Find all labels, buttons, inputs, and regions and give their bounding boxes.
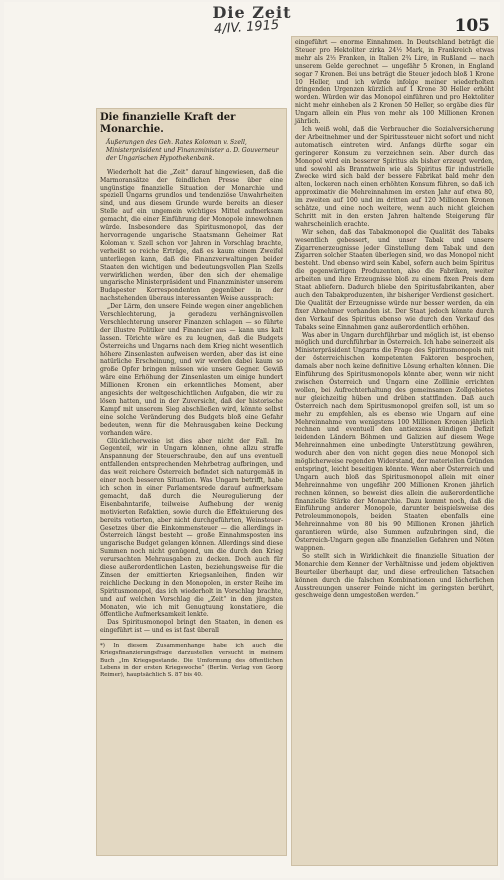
masthead-title: Die Zeit [212,3,292,22]
handwritten-date: 4/IV. 1915 [213,17,280,38]
footnote: *) In diesem Zusammenhange habe ich auch die Kriegsfinanzierungsfrage darzustellen versucht in meinem Buch „Im Kriegsgestande. Die Umformung des öffentlichen Lebens in der ersten Kriegswoche“ (Berlin. Verlag von Georg Reimer), hauptsächlich S. 87 bis 40. [100,639,283,679]
paragraph: Was aber in Ungarn durchführbar und möglich ist, ist ebenso möglich und durchführbar in Österreich. Ich habe seinerzeit als Ministerpräsident Ungarns die Frage des Spiritusmonopols mit der österreichischen kompetenten Faktoren besprochen, damals aber noch keine definitive Lösung erhalten können. Die Einführung des Spiritusmonopols könnte aber, wenn wir nicht zwischen Österreich und Ungarn eine Zolllinie errichten wollen, bei Aufrechterhaltung des gemeinsamen Zollgebietes nur gleichzeitig hüben und drüben stattfinden. Daß auch Österreich nach dem Spiritusmonopol greifen soll, ist um so mehr zu empfehlen, als es ebenso wie Ungarn auf eine Mehreinnahme von wenigstens 100 Millionen Kronen jährlich rechnen und eventuell den antiexzess kündigen Defizit leidenden Ländern Böhmen und Galizien auf diesem Wege Mehreinnahmen eine unbedingte Unterstützung gewähren, wodurch aber den von nicht gegen dies neue Monopol sich möglicherweise regenden Widerstand, der materiellen Gründen entspringt, leicht beseitigen könnte. Wenn aber Österreich und Ungarn auch bloß das Spiritusmonopol allein mit einer Mehreinnahme von ungefähr 200 Millionen Kronen jährlich rechnen können, so beweist dies allein die außerordentliche finanzielle Stärke der Monarchie. Dazu kommt noch, daß die Einführung anderer Monopole, darunter beispielsweise des Petroleummonopols, beiden Staaten ebenfalls eine Mehreinnahme von 80 bis 90 Millionen Kronen jährlich garantieren würde, also Summen aufzubringen sind, die Österreich-Ungarn gegen alle finanziellen Gefahren und Nöten wappnen. [295,331,494,552]
paragraph: So stellt sich in Wirklichkeit die finanzielle Situation der Monarchie dem Kenner der Verhältnisse und jedem objektiven Beurteiler überhaupt dar, und diese erfreulichen Tatsachen können durch die falschen Kombinationen und lächerlichen Ausstreuungen unserer Feinde nicht im geringsten berührt, geschweige denn umgestoßen werden.“ [295,552,494,600]
paragraph: „Der Lärm, den unsere Feinde wegen einer angeblichen Verschlechterung, ja geradezu verhängnisvollen Verschlechterung unserer Finanzen schlagen — so führte der illustre Politiker und Financier aus — kann uns kalt lassen. Törichte wäre es zu leugnen, daß die Budgets Österreichs und Ungarns nach dem Krieg nicht wesentlich höhere Zinsenlasten aufweisen werden, aber das ist eine natürliche Erscheinung, und wir werden dabei kaum so große Opfer bringen müssen wie unsere Gegner. Gewiß wäre eine Erhöhung der Zinsenlasten um einige hundert Millionen Kronen ein erkenntliches Moment, aber angesichts der weltgeschichtlichen Aufgaben, die wir zu lösen hatten, und in der Zuversicht, daß der historische Kampf mit unserem Sieg abschließen wird, könnte selbst eine solche Veränderung des Budgets bloß eine Gefahr bedeuten, wenn für die Mehrausgaben keine Deckung vorhanden wäre. [100,303,283,437]
article-headline: Die finanzielle Kraft der Monarchie. [100,112,236,135]
page-number: 105 [454,16,490,36]
left-column-text [96,166,287,635]
paragraph: Das Spiritusmonopol bringt den Staaten, in denen es eingeführt ist — und es ist fast überall [100,619,283,635]
clipping-right-column [291,36,498,866]
right-column-text [291,36,498,600]
newspaper-sheet [4,2,500,878]
article-subhead: Äußerungen des Geh. Rates Koloman v. Szell, Ministerpräsident und Finanzminister a. D. Gouverneur der Ungarischen Hypothekenbank. [106,139,279,162]
paragraph: eingeführt — enorme Einnahmen. In Deutschland beträgt die Steuer pro Hektoliter zirka 24½ Mark, in Frankreich etwas mehr als 2⅓ Franken, in Italien 2¾ Lire, in Rußland — nach unserem Gelde gerechnet — ungefähr 5 Kronen, in England sogar 7 Kronen. Bei uns beträgt die Steuer jedoch bloß 1 Krone 10 Heller, und ich würde infolge meiner wiederholten dringenden Urgenzen kürzlich auf 1 Krone 30 Heller erhöht worden. Würden wir das Monopol einführen und pro Hektoliter nicht mehr einheben als 2 Kronen 50 Heller, so ergäbe dies für Ungarn allein ein Plus von mehr als 100 Millionen Kronen jährlich. [295,39,494,126]
clipping-left-column [96,108,287,856]
paragraph: Wiederholt hat die „Zeit“ darauf hingewiesen, daß die Marmoransätze der feindlichen Presse über eine ungünstige finanzielle Situation der Monarchie und speziell Ungarns grundlos und tendenziöse Unwahrheiten sind, und aus diesem Grunde wurde bereits an dieser Stelle auf ein ungemein wichtiges Mittel aufmerksam gemacht, die einer Einführung der Monopole innewohnen würde. Insbesondere das Spiritusmonopol, das der hervorragende ungarische Staatsmann Geheimer Rat Koloman v. Szell schon vor Jahren in Vorschlag brachte, verheißt so reiche Erträge, daß es kaum einem Zweifel unterliegen kann, daß die Finanzverwaltungen beider Staaten den wichtigen und bedeutungsvollen Plan Szells verwirklichen werden, über den sich der ehemalige ungarische Ministerpräsident und Finanzminister unserem Budapester Korrespondenten gegenüber in der nachstehenden überaus interessanten Weise aussprach: [100,168,283,303]
paragraph: Glücklicherweise ist dies aber nicht der Fall. Im Gegenteil, wir in Ungarn können, ohne allzu straffe Anspannung der Steuerschraube, den auf uns eventuell entfallenden entsprechenden Mehrbetrag aufbringen, und das weit reichere Österreich befindet sich naturgemäß in einer noch besseren Situation. Was Ungarn betrifft, habe ich schon in einer Parlamentsrede darauf aufmerksam gemacht, daß durch die Neuregulierung der Eisenbahntarife, teilweise Aufhebung der wenig motivierten Refaktien, sowie durch die Effektuierung des bereits votierten, aber nicht durchgeführten, Weinsteuer-Gesetzes über die Einkommensteuer — die allerdings in Österreich längst besteht — große Einnahmsposten ins ungarische Budget gelangen können. Allerdings sind diese Summen noch nicht genügend, um die durch den Krieg verursachten Mehrausgaben zu decken. Doch auch für diese außerordentlichen Lasten, beziehungsweise für die Zinsen der emittierten Kriegsanleihen, finden wir reichliche Deckung in den Monopolen, in erster Reihe im Spiritusmonopol, das ich wiederholt in Vorschlag brachte, und auf welchen Vorschlag die „Zeit“ in den jüngsten Monaten, wie ich mit Genugtuung konstatiere, die öffentliche Aufmerksamkeit lenkte. [100,437,283,619]
paragraph: Ich weiß wohl, daß die Verbraucher die Sozialversicherung der Arbeitnehmer und der Spiritussteuer nicht sofort und nicht automatisch eintreten wird. Anfangs dürfte sogar ein geringerer Konsum zu verzeichnen sein. Aber durch das Monopol wird ein besserer Spiritus als bisher erzeugt werden, und sowohl als Branntwein wie als Spiritus für industrielle Zwecke wird sich bald der bessere Fabrikat bald mehr den alten, lockeren nach einen erhöhten Konsum führen, so daß ich approximativ die Mehreinnahmen im ersten Jahr auf etwa 80, im zweiten auf 100 und im dritten auf 120 Millionen Kronen schätze, und eine noch weitere, wenn auch nicht gleichen Schritt mit in den ersten Jahren haltende Steigerung für wahrscheinlich erachte. [295,125,494,228]
paragraph: Wir sehen, daß das Tabakmonopol die Qualität des Tabaks wesentlich gebessert, und unser Tabak und unsere Zigarrenerzeugnisse jeder Ginstellung dem Tabak und den Zigarren solcher Staaten überlegen sind, wo das Monopol nicht besteht. Und ebenso wird sein Kabel, sofern auch beim Spiritus die gegenwärtigen Produzenten, also die Fabriken, weiter arbeiten und ihre Erzeugnisse bloß zu einem fixen Preis dem Staat abliefern. Dadurch bliebe den Spiritusfabrikanten, aber auch den Tabakproduzenten, ihr bisheriger Verdienst gesichert. Die Qualität der Erzeugnisse würde nur besser werden, da ein fixer Abnehmer vorhanden ist. Der Staat jedoch könnte durch den Verkauf des Spiritus ebenso wie durch den Verkauf des Tabaks seine Einnahmen ganz außerordentlich erhöhen. [295,228,494,331]
